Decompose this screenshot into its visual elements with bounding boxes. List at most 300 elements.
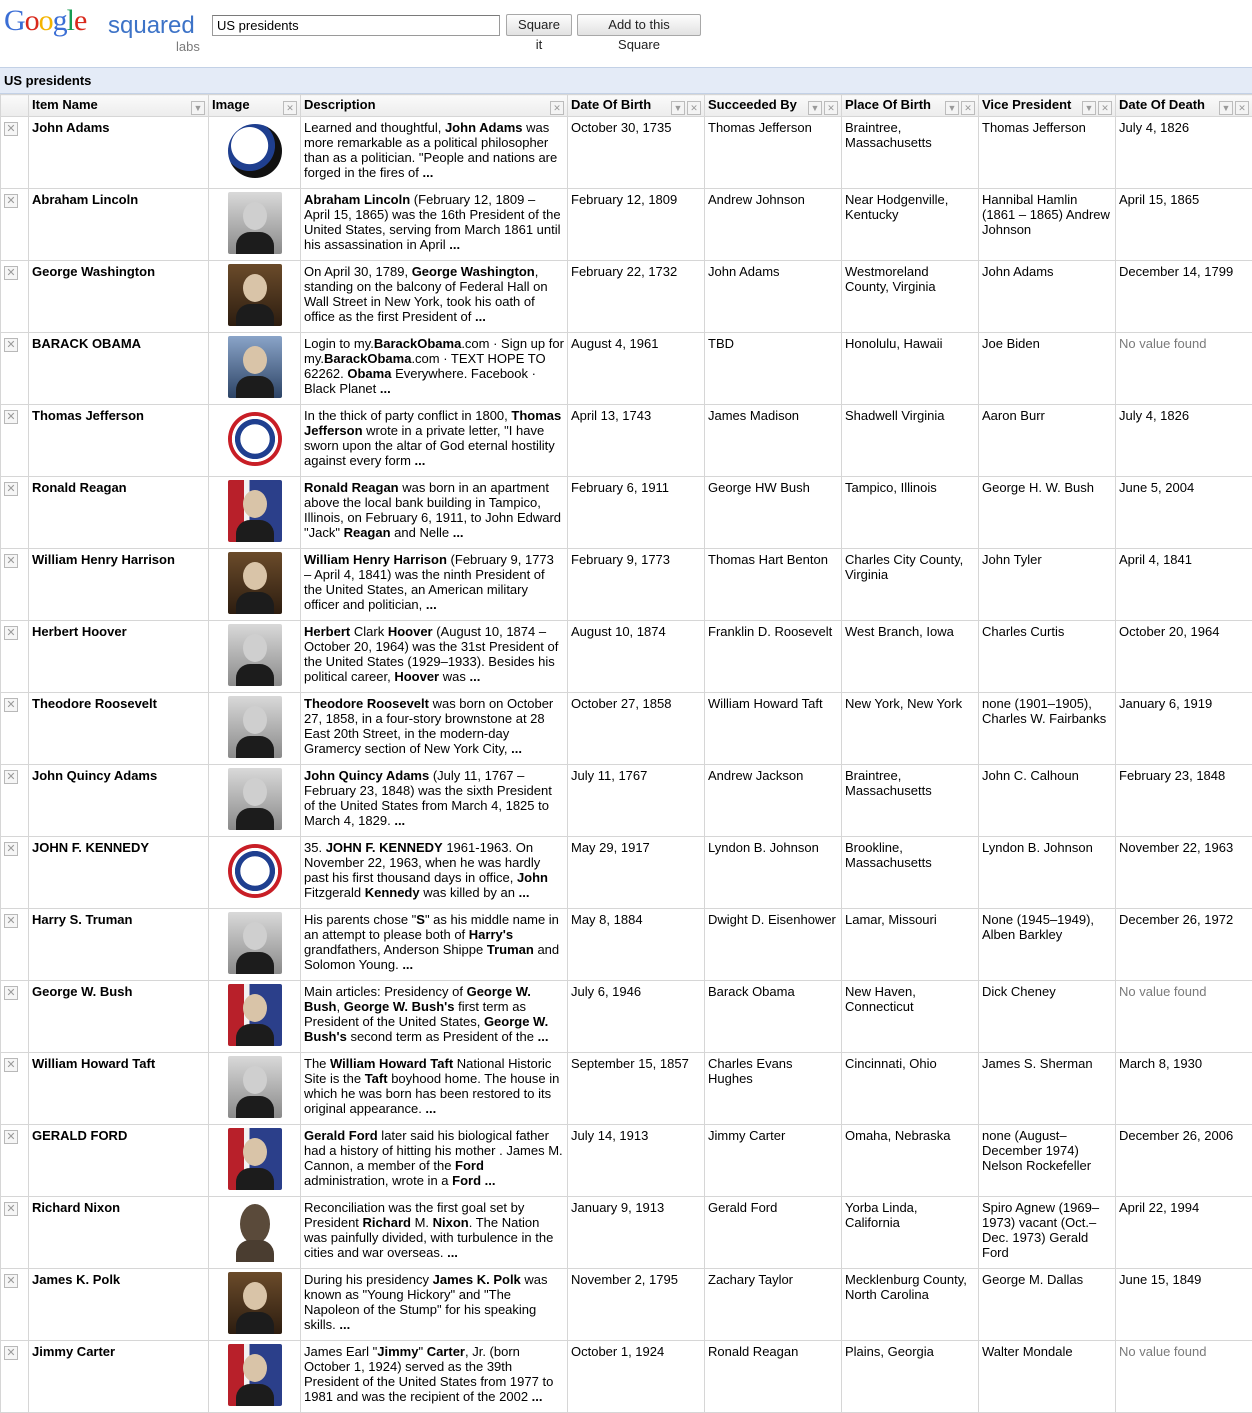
cell-dob[interactable]: May 29, 1917 xyxy=(568,837,705,909)
cell-pob[interactable]: New Haven, Connecticut xyxy=(842,981,979,1053)
item-name[interactable]: John Quincy Adams xyxy=(29,765,209,837)
remove-cell xyxy=(1,1197,29,1269)
cell-pob[interactable]: Omaha, Nebraska xyxy=(842,1125,979,1197)
item-name[interactable]: Jimmy Carter xyxy=(29,1341,209,1413)
cell-dob[interactable]: February 6, 1911 xyxy=(568,477,705,549)
column-header-label: Item Name xyxy=(32,97,98,112)
column-header-name[interactable] xyxy=(29,95,209,117)
cell-vp[interactable]: Lyndon B. Johnson xyxy=(979,837,1116,909)
cell-dod[interactable]: October 20, 1964 xyxy=(1116,621,1252,693)
portrait-face xyxy=(243,778,267,806)
remove-cell xyxy=(1,333,29,405)
portrait-face xyxy=(243,274,267,302)
sort-menu-icon[interactable]: ▼ xyxy=(1219,101,1233,115)
column-header-label: Image xyxy=(212,97,250,112)
remove-column-icon[interactable]: ✕ xyxy=(550,101,564,115)
table-row xyxy=(1,1341,1252,1413)
item-name[interactable]: BARACK OBAMA xyxy=(29,333,209,405)
remove-cell xyxy=(1,1125,29,1197)
remove-cell xyxy=(1,909,29,981)
cell-dod[interactable]: December 26, 2006 xyxy=(1116,1125,1252,1197)
portrait-image[interactable] xyxy=(228,696,282,758)
cell-succ[interactable]: Thomas Hart Benton xyxy=(705,549,842,621)
sort-menu-icon[interactable]: ▼ xyxy=(1082,101,1096,115)
cell-dod[interactable]: July 4, 1826 xyxy=(1116,405,1252,477)
cell-vp[interactable]: none (1901–1905), Charles W. Fairbanks xyxy=(979,693,1116,765)
column-header-controls xyxy=(1080,99,1112,115)
portrait-body xyxy=(236,1024,274,1046)
cell-dod[interactable]: April 22, 1994 xyxy=(1116,1197,1252,1269)
cell-pob[interactable]: Near Hodgenville, Kentucky xyxy=(842,189,979,261)
image-cell[interactable] xyxy=(209,1341,301,1413)
image-cell[interactable] xyxy=(209,405,301,477)
image-cell[interactable] xyxy=(209,765,301,837)
item-name[interactable]: James K. Polk xyxy=(29,1269,209,1341)
image-cell[interactable] xyxy=(209,981,301,1053)
portrait-image[interactable] xyxy=(228,192,282,254)
cell-pob[interactable]: Lamar, Missouri xyxy=(842,909,979,981)
portrait-face xyxy=(243,490,267,518)
item-name[interactable]: GERALD FORD xyxy=(29,1125,209,1197)
portrait-body xyxy=(236,664,274,686)
cell-dob[interactable]: July 11, 1767 xyxy=(568,765,705,837)
cell-succ[interactable]: Barack Obama xyxy=(705,981,842,1053)
portrait-face xyxy=(243,1282,267,1310)
column-header-dod[interactable] xyxy=(1116,95,1252,117)
remove-cell xyxy=(1,621,29,693)
cell-succ[interactable]: Gerald Ford xyxy=(705,1197,842,1269)
portrait-image[interactable] xyxy=(228,768,282,830)
column-header-controls xyxy=(281,99,297,115)
cell-vp[interactable]: James S. Sherman xyxy=(979,1053,1116,1125)
remove-column-icon[interactable]: ✕ xyxy=(961,101,975,115)
item-name[interactable]: Ronald Reagan xyxy=(29,477,209,549)
campaign-button-image[interactable] xyxy=(228,412,282,466)
item-name[interactable]: John Adams xyxy=(29,117,209,189)
cell-dob[interactable]: April 13, 1743 xyxy=(568,405,705,477)
description-cell[interactable]: Main articles: Presidency of George W. Bush, George W. Bush's first term as President of the United States, George W. Bush's second term as President of the ... xyxy=(301,981,568,1053)
table-row xyxy=(1,261,1252,333)
portrait-body xyxy=(236,520,274,542)
table-row xyxy=(1,621,1252,693)
remove-row-icon[interactable]: ✕ xyxy=(4,1058,18,1072)
cell-dob[interactable]: September 15, 1857 xyxy=(568,1053,705,1125)
cell-dod[interactable]: February 23, 1848 xyxy=(1116,765,1252,837)
cell-dod[interactable]: December 26, 1972 xyxy=(1116,909,1252,981)
portrait-body xyxy=(236,304,274,326)
description-cell[interactable]: William Henry Harrison (February 9, 1773 – April 4, 1841) was the ninth President of the United States, an American military officer and politician, ... xyxy=(301,549,568,621)
item-name[interactable]: William Howard Taft xyxy=(29,1053,209,1125)
remove-row-icon[interactable]: ✕ xyxy=(4,554,18,568)
description-cell[interactable]: Herbert Clark Hoover (August 10, 1874 – October 20, 1964) was the 31st President of the United States (1929–1933). Besides his political career, Hoover was ... xyxy=(301,621,568,693)
remove-cell xyxy=(1,981,29,1053)
results-table xyxy=(0,94,1252,1413)
remove-row-icon[interactable]: ✕ xyxy=(4,842,18,856)
portrait-body xyxy=(236,1168,274,1190)
cell-pob[interactable]: Yorba Linda, California xyxy=(842,1197,979,1269)
add-to-square-button[interactable]: Add to this Square xyxy=(577,14,701,36)
cell-pob[interactable]: Tampico, Illinois xyxy=(842,477,979,549)
table-row xyxy=(1,333,1252,405)
logo-labs-text: labs xyxy=(176,39,200,54)
cell-succ[interactable]: Andrew Jackson xyxy=(705,765,842,837)
remove-cell xyxy=(1,765,29,837)
item-name[interactable]: Theodore Roosevelt xyxy=(29,693,209,765)
portrait-image[interactable] xyxy=(228,1200,282,1262)
google-wordmark xyxy=(4,4,86,38)
portrait-face xyxy=(240,1204,270,1244)
remove-cell xyxy=(1,405,29,477)
cell-vp[interactable]: Walter Mondale xyxy=(979,1341,1116,1413)
remove-cell xyxy=(1,693,29,765)
remove-cell xyxy=(1,261,29,333)
cell-pob[interactable]: Brookline, Massachusetts xyxy=(842,837,979,909)
remove-row-icon[interactable]: ✕ xyxy=(4,626,18,640)
cell-dod[interactable]: January 6, 1919 xyxy=(1116,693,1252,765)
logo-letter: o xyxy=(38,4,53,37)
remove-column-icon[interactable]: ✕ xyxy=(283,101,297,115)
cell-vp[interactable]: John Adams xyxy=(979,261,1116,333)
cell-vp[interactable]: George M. Dallas xyxy=(979,1269,1116,1341)
table-row xyxy=(1,1053,1252,1125)
column-header-succ[interactable] xyxy=(705,95,842,117)
description-cell[interactable]: On April 30, 1789, George Washington, standing on the balcony of Federal Hall on Wall Street in New York, took his oath of office as the first President of ... xyxy=(301,261,568,333)
portrait-body xyxy=(236,952,274,974)
remove-cell xyxy=(1,1341,29,1413)
portrait-image[interactable] xyxy=(228,264,282,326)
remove-row-icon[interactable]: ✕ xyxy=(4,1202,18,1216)
image-cell[interactable] xyxy=(209,621,301,693)
portrait-image[interactable] xyxy=(228,624,282,686)
image-cell[interactable] xyxy=(209,909,301,981)
cell-dob[interactable]: August 10, 1874 xyxy=(568,621,705,693)
sort-menu-icon[interactable]: ▼ xyxy=(808,101,822,115)
description-cell[interactable]: Gerald Ford later said his biological father had a history of hitting his mother . James M. Cannon, a member of the Ford administration, wrote in a Ford ... xyxy=(301,1125,568,1197)
cell-pob[interactable]: Honolulu, Hawaii xyxy=(842,333,979,405)
column-header-controls xyxy=(189,99,205,115)
cell-vp[interactable]: John C. Calhoun xyxy=(979,765,1116,837)
image-cell[interactable] xyxy=(209,1269,301,1341)
cell-dob[interactable]: October 1, 1924 xyxy=(568,1341,705,1413)
item-name[interactable]: Harry S. Truman xyxy=(29,909,209,981)
remove-row-icon[interactable]: ✕ xyxy=(4,266,18,280)
description-cell[interactable]: Reconciliation was the first goal set by President Richard M. Nixon. The Nation was painfully divided, with turbulence in the cities and war overseas. ... xyxy=(301,1197,568,1269)
portrait-image[interactable] xyxy=(228,1056,282,1118)
remove-column-icon[interactable]: ✕ xyxy=(824,101,838,115)
campaign-button-image[interactable] xyxy=(228,844,282,898)
portrait-face xyxy=(243,994,267,1022)
portrait-face xyxy=(243,202,267,230)
image-cell[interactable] xyxy=(209,261,301,333)
remove-cell xyxy=(1,189,29,261)
table-row xyxy=(1,1197,1252,1269)
column-header-desc[interactable] xyxy=(301,95,568,117)
header-row xyxy=(1,95,1252,117)
cell-dod[interactable]: July 4, 1826 xyxy=(1116,117,1252,189)
cell-pob[interactable]: Braintree, Massachusetts xyxy=(842,765,979,837)
google-squared-logo[interactable] xyxy=(4,2,204,58)
table-row xyxy=(1,549,1252,621)
image-cell[interactable] xyxy=(209,189,301,261)
cell-pob[interactable]: Shadwell Virginia xyxy=(842,405,979,477)
column-header-controls xyxy=(548,99,564,115)
remove-row-icon[interactable]: ✕ xyxy=(4,770,18,784)
portrait-body xyxy=(236,1096,274,1118)
table-row xyxy=(1,837,1252,909)
cell-vp[interactable]: Thomas Jefferson xyxy=(979,117,1116,189)
cell-dob[interactable]: October 27, 1858 xyxy=(568,693,705,765)
description-cell[interactable]: In the thick of party conflict in 1800, Thomas Jefferson wrote in a private letter, "I have sworn upon the altar of God eternal hostility against every form ... xyxy=(301,405,568,477)
remove-cell xyxy=(1,1053,29,1125)
cell-vp[interactable]: Dick Cheney xyxy=(979,981,1116,1053)
portrait-body xyxy=(236,376,274,398)
cell-dod[interactable]: April 15, 1865 xyxy=(1116,189,1252,261)
logo-letter: g xyxy=(52,4,67,37)
cell-succ[interactable]: Jimmy Carter xyxy=(705,1125,842,1197)
remove-cell xyxy=(1,477,29,549)
logo-letter: o xyxy=(24,4,39,37)
cell-vp[interactable]: Charles Curtis xyxy=(979,621,1116,693)
cell-dod[interactable]: No value found xyxy=(1116,1341,1252,1413)
column-header-controls xyxy=(943,99,975,115)
cell-dob[interactable]: February 12, 1809 xyxy=(568,189,705,261)
item-name[interactable]: George W. Bush xyxy=(29,981,209,1053)
square-it-button[interactable]: Square it xyxy=(506,14,572,36)
column-header-controls xyxy=(669,99,701,115)
table-body xyxy=(1,117,1252,1413)
cell-pob[interactable]: Plains, Georgia xyxy=(842,1341,979,1413)
sort-menu-icon[interactable]: ▼ xyxy=(191,101,205,115)
portrait-image[interactable] xyxy=(228,552,282,614)
table-row xyxy=(1,1269,1252,1341)
remove-column-icon[interactable]: ✕ xyxy=(1235,101,1249,115)
logo-letter: e xyxy=(74,4,87,37)
item-name[interactable]: William Henry Harrison xyxy=(29,549,209,621)
cell-dob[interactable]: May 8, 1884 xyxy=(568,909,705,981)
table-row xyxy=(1,981,1252,1053)
description-cell[interactable]: During his presidency James K. Polk was known as "Young Hickory" and "The Napoleon of the Stump" for his speaking skills. ... xyxy=(301,1269,568,1341)
header-corner xyxy=(1,95,29,117)
cell-dod[interactable]: April 4, 1841 xyxy=(1116,549,1252,621)
remove-column-icon[interactable]: ✕ xyxy=(1098,101,1112,115)
item-name[interactable]: Herbert Hoover xyxy=(29,621,209,693)
campaign-button-image[interactable] xyxy=(228,124,282,178)
image-cell[interactable] xyxy=(209,1197,301,1269)
sort-menu-icon[interactable]: ▼ xyxy=(945,101,959,115)
column-header-label: Date Of Birth xyxy=(571,97,652,112)
column-header-controls xyxy=(806,99,838,115)
table-row xyxy=(1,909,1252,981)
description-cell[interactable]: His parents chose "S" as his middle name in an attempt to please both of Harry's grandfathers, Anderson Shippe Truman and Solomon Young. ... xyxy=(301,909,568,981)
description-cell[interactable]: John Quincy Adams (July 11, 1767 – February 23, 1848) was the sixth President of the United States from March 4, 1825 to March 4, 1829. ... xyxy=(301,765,568,837)
logo-squared-text: squared xyxy=(108,12,195,39)
cell-succ[interactable]: James Madison xyxy=(705,405,842,477)
description-cell[interactable]: The William Howard Taft National Historic Site is the Taft boyhood home. The house in which he was born has been restored to its original appearance. ... xyxy=(301,1053,568,1125)
cell-succ[interactable]: George HW Bush xyxy=(705,477,842,549)
remove-row-icon[interactable]: ✕ xyxy=(4,698,18,712)
portrait-face xyxy=(243,1138,267,1166)
column-header-dob[interactable] xyxy=(568,95,705,117)
column-header-label: Description xyxy=(304,97,376,112)
description-cell[interactable]: 35. JOHN F. KENNEDY 1961-1963. On November 22, 1963, when he was hardly past his first thousand days in office, John Fitzgerald Kennedy was killed by an ... xyxy=(301,837,568,909)
search-input[interactable] xyxy=(212,15,500,36)
portrait-image[interactable] xyxy=(228,1344,282,1406)
square-title: US presidents xyxy=(0,67,1252,94)
remove-cell xyxy=(1,837,29,909)
remove-row-icon[interactable]: ✕ xyxy=(4,1274,18,1288)
image-cell[interactable] xyxy=(209,1053,301,1125)
portrait-image[interactable] xyxy=(228,336,282,398)
column-header-label: Place Of Birth xyxy=(845,97,931,112)
column-header-label: Date Of Death xyxy=(1119,97,1205,112)
cell-dod[interactable]: No value found xyxy=(1116,333,1252,405)
remove-row-icon[interactable]: ✕ xyxy=(4,194,18,208)
cell-dod[interactable]: June 5, 2004 xyxy=(1116,477,1252,549)
cell-dod[interactable]: March 8, 1930 xyxy=(1116,1053,1252,1125)
cell-vp[interactable]: John Tyler xyxy=(979,549,1116,621)
sort-menu-icon[interactable]: ▼ xyxy=(671,101,685,115)
remove-row-icon[interactable]: ✕ xyxy=(4,986,18,1000)
portrait-image[interactable] xyxy=(228,984,282,1046)
item-name[interactable]: Richard Nixon xyxy=(29,1197,209,1269)
logo-letter: G xyxy=(4,4,25,37)
remove-row-icon[interactable]: ✕ xyxy=(4,914,18,928)
table-row xyxy=(1,693,1252,765)
cell-pob[interactable]: Westmoreland County, Virginia xyxy=(842,261,979,333)
portrait-body xyxy=(236,1312,274,1334)
image-cell[interactable] xyxy=(209,477,301,549)
cell-vp[interactable]: Spiro Agnew (1969–1973) vacant (Oct.–Dec. 1973) Gerald Ford xyxy=(979,1197,1116,1269)
cell-dob[interactable]: February 22, 1732 xyxy=(568,261,705,333)
cell-dod[interactable]: November 22, 1963 xyxy=(1116,837,1252,909)
image-cell[interactable] xyxy=(209,693,301,765)
image-cell[interactable] xyxy=(209,1125,301,1197)
remove-row-icon[interactable]: ✕ xyxy=(4,122,18,136)
portrait-face xyxy=(243,346,267,374)
image-cell[interactable] xyxy=(209,333,301,405)
portrait-face xyxy=(243,1354,267,1382)
portrait-face xyxy=(243,634,267,662)
column-header-pob[interactable] xyxy=(842,95,979,117)
table-row xyxy=(1,117,1252,189)
cell-vp[interactable]: Hannibal Hamlin (1861 – 1865) Andrew Johnson xyxy=(979,189,1116,261)
description-cell[interactable]: Login to my.BarackObama.com · Sign up for my.BarackObama.com · TEXT HOPE TO 62262. Obama Everywhere. Facebook · Black Planet ... xyxy=(301,333,568,405)
table-row xyxy=(1,1125,1252,1197)
portrait-image[interactable] xyxy=(228,1272,282,1334)
portrait-face xyxy=(243,706,267,734)
cell-succ[interactable]: Ronald Reagan xyxy=(705,1341,842,1413)
portrait-body xyxy=(236,808,274,830)
cell-pob[interactable]: Cincinnati, Ohio xyxy=(842,1053,979,1125)
cell-dob[interactable]: August 4, 1961 xyxy=(568,333,705,405)
portrait-face xyxy=(243,922,267,950)
cell-succ[interactable]: Charles Evans Hughes xyxy=(705,1053,842,1125)
portrait-image[interactable] xyxy=(228,1128,282,1190)
portrait-body xyxy=(236,1240,274,1262)
cell-succ[interactable]: Zachary Taylor xyxy=(705,1269,842,1341)
description-cell[interactable]: Learned and thoughtful, John Adams was more remarkable as a political philosopher than as a politician. "People and nations are forged in the fires of ... xyxy=(301,117,568,189)
cell-dod[interactable]: No value found xyxy=(1116,981,1252,1053)
cell-pob[interactable]: New York, New York xyxy=(842,693,979,765)
cell-vp[interactable]: Joe Biden xyxy=(979,333,1116,405)
table-row xyxy=(1,189,1252,261)
cell-succ[interactable]: Thomas Jefferson xyxy=(705,117,842,189)
portrait-face xyxy=(243,562,267,590)
item-name[interactable]: Thomas Jefferson xyxy=(29,405,209,477)
image-cell[interactable] xyxy=(209,549,301,621)
image-cell[interactable] xyxy=(209,117,301,189)
portrait-body xyxy=(236,232,274,254)
description-cell[interactable]: James Earl "Jimmy" Carter, Jr. (born October 1, 1924) served as the 39th President of the United States from 1977 to 1981 and was the recipient of the 2002 ... xyxy=(301,1341,568,1413)
remove-cell xyxy=(1,549,29,621)
cell-succ[interactable]: Franklin D. Roosevelt xyxy=(705,621,842,693)
cell-succ[interactable]: Andrew Johnson xyxy=(705,189,842,261)
cell-succ[interactable]: TBD xyxy=(705,333,842,405)
remove-row-icon[interactable]: ✕ xyxy=(4,410,18,424)
remove-row-icon[interactable]: ✕ xyxy=(4,482,18,496)
portrait-body xyxy=(236,1384,274,1406)
portrait-body xyxy=(236,592,274,614)
remove-row-icon[interactable]: ✕ xyxy=(4,338,18,352)
description-cell[interactable]: Abraham Lincoln (February 12, 1809 – April 15, 1865) was the 16th President of the United States, serving from March 1861 until his assassination in April ... xyxy=(301,189,568,261)
top-bar xyxy=(0,0,1252,62)
portrait-image[interactable] xyxy=(228,480,282,542)
portrait-image[interactable] xyxy=(228,912,282,974)
cell-pob[interactable]: West Branch, Iowa xyxy=(842,621,979,693)
cell-dob[interactable]: July 14, 1913 xyxy=(568,1125,705,1197)
table-row xyxy=(1,477,1252,549)
cell-dob[interactable]: January 9, 1913 xyxy=(568,1197,705,1269)
remove-row-icon[interactable]: ✕ xyxy=(4,1130,18,1144)
column-header-label: Succeeded By xyxy=(708,97,797,112)
portrait-body xyxy=(236,736,274,758)
remove-cell xyxy=(1,1269,29,1341)
remove-row-icon[interactable]: ✕ xyxy=(4,1346,18,1360)
cell-dob[interactable]: February 9, 1773 xyxy=(568,549,705,621)
cell-succ[interactable]: Dwight D. Eisenhower xyxy=(705,909,842,981)
table-row xyxy=(1,765,1252,837)
cell-succ[interactable]: William Howard Taft xyxy=(705,693,842,765)
item-name[interactable]: Abraham Lincoln xyxy=(29,189,209,261)
item-name[interactable]: JOHN F. KENNEDY xyxy=(29,837,209,909)
cell-vp[interactable]: George H. W. Bush xyxy=(979,477,1116,549)
item-name[interactable]: George Washington xyxy=(29,261,209,333)
cell-succ[interactable]: John Adams xyxy=(705,261,842,333)
cell-vp[interactable]: None (1945–1949), Alben Barkley xyxy=(979,909,1116,981)
description-cell[interactable]: Ronald Reagan was born in an apartment above the local bank building in Tampico, Illinois, on February 6, 1911, to John Edward "Jack" Reagan and Nelle ... xyxy=(301,477,568,549)
column-header-label: Vice President xyxy=(982,97,1072,112)
cell-vp[interactable]: Aaron Burr xyxy=(979,405,1116,477)
column-header-img[interactable] xyxy=(209,95,301,117)
cell-dod[interactable]: December 14, 1799 xyxy=(1116,261,1252,333)
cell-pob[interactable]: Mecklenburg County, North Carolina xyxy=(842,1269,979,1341)
cell-dob[interactable]: November 2, 1795 xyxy=(568,1269,705,1341)
logo-letter: l xyxy=(66,4,75,37)
image-cell[interactable] xyxy=(209,837,301,909)
cell-pob[interactable]: Braintree, Massachusetts xyxy=(842,117,979,189)
portrait-face xyxy=(243,1066,267,1094)
cell-dob[interactable]: July 6, 1946 xyxy=(568,981,705,1053)
column-header-vp[interactable] xyxy=(979,95,1116,117)
column-header-controls xyxy=(1217,99,1249,115)
cell-dod[interactable]: June 15, 1849 xyxy=(1116,1269,1252,1341)
cell-succ[interactable]: Lyndon B. Johnson xyxy=(705,837,842,909)
cell-dob[interactable]: October 30, 1735 xyxy=(568,117,705,189)
cell-pob[interactable]: Charles City County, Virginia xyxy=(842,549,979,621)
description-cell[interactable]: Theodore Roosevelt was born on October 27, 1858, in a four-story brownstone at 28 East 20th Street, in the modern-day Gramercy section of New York City, ... xyxy=(301,693,568,765)
cell-vp[interactable]: none (August–December 1974) Nelson Rockefeller xyxy=(979,1125,1116,1197)
remove-column-icon[interactable]: ✕ xyxy=(687,101,701,115)
